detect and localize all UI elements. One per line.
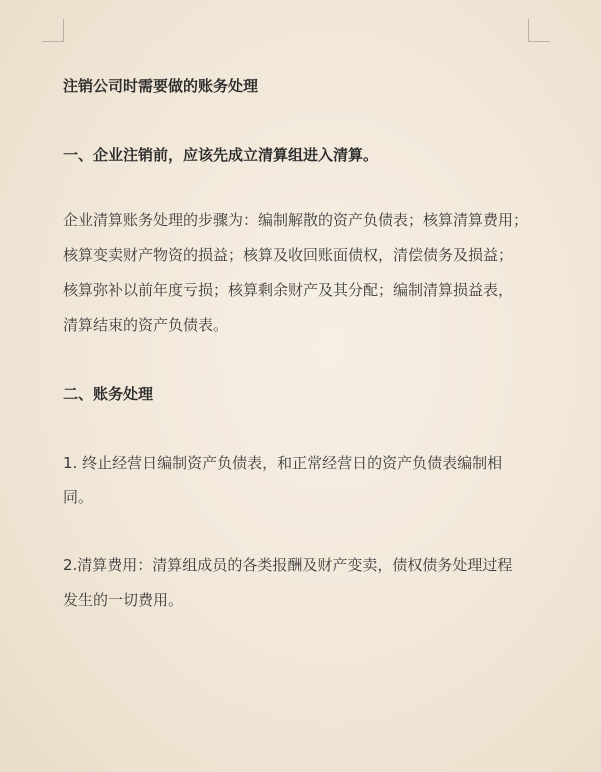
section2-heading: 二、账务处理: [63, 385, 154, 403]
paragraph-line: 企业清算账务处理的步骤为：编制解散的资产负债表；核算清算费用；: [63, 211, 529, 229]
item2-line: 发生的一切费用。: [63, 591, 184, 609]
item1-line: 1. 终止经营日编制资产负债表，和正常经营日的资产负债表编制相: [63, 454, 503, 472]
crop-mark-top-right: [528, 19, 550, 42]
paragraph-line: 核算变卖财产物资的损益；核算及收回账面债权，清偿债务及损益；: [63, 246, 514, 264]
section1-heading: 一、企业注销前，应该先成立清算组进入清算。: [63, 146, 379, 164]
paragraph-line: 清算结束的资产负债表。: [63, 316, 229, 334]
paragraph-line: 核算弥补以前年度亏损；核算剩余财产及其分配；编制清算损益表，: [63, 281, 514, 299]
crop-mark-top-left: [42, 19, 64, 42]
item1-line: 同。: [63, 488, 94, 506]
item2-line: 2.清算费用：清算组成员的各类报酬及财产变卖，债权债务处理过程: [63, 556, 513, 574]
document-title: 注销公司时需要做的账务处理: [63, 77, 259, 95]
